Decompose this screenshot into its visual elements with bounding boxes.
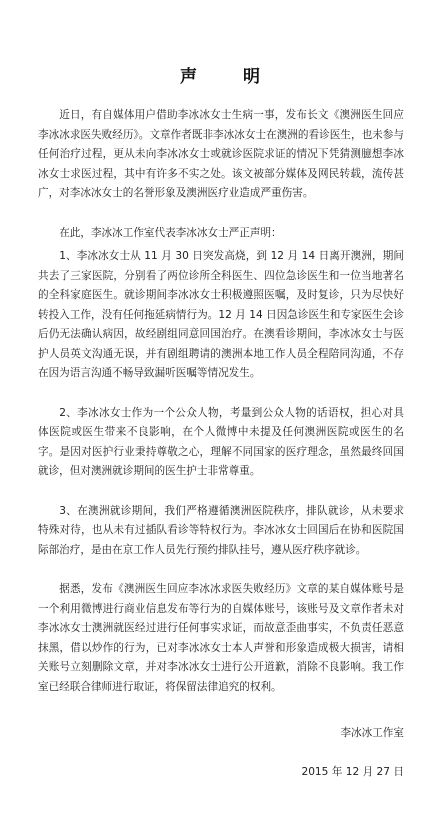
signature-org: 李冰冰工作室 xyxy=(340,727,404,739)
document-title: 声 明 xyxy=(180,67,280,87)
closing-paragraph: 据悉，发布《澳洲医生回应李冰冰求医失败经历》文章的某自媒体账号是一个利用微博进行商业信息发布等行为的自媒体账号，该账号及文章作者未对李冰冰女士澳洲就医经过进行任何事实求证，而故意歪曲事实，不负责任恶意抹黑，借以炒作的行为，已对李冰冰女士本人声誉和形象造成极大损害，请相关账号立刻删除文章，并对李冰冰女士进行公开道歉，消除不良影响。我工作室已经联合律师进行取证，将保留法律追究的权利。 xyxy=(38,583,404,693)
signature-block xyxy=(301,724,404,782)
point-1-paragraph: 1、李冰冰女士从 11 月 30 日突发高烧，到 12 月 14 日离开澳洲，期间共去了三家医院，分别看了两位诊所全科医生、四位急诊医生和一位当地著名的全科家庭医生。就诊期间李冰冰女士积极遵照医嘱，及时复诊，只为尽快好转投入工作，没有任何拖延病情行为。12 月 14 日因急诊医生和专家医生会诊后仍无法确认病因，故经剧组同意回国治疗。在澳看诊期间，李冰冰女士与医护人员英文沟通无误，并有剧组聘请的澳洲本地工作人员全程陪同沟通，不存在因为语言沟通不畅导致漏听医嘱等情况发生。 xyxy=(38,250,404,379)
document-body xyxy=(38,106,404,717)
point-2-paragraph: 2、李冰冰女士作为一个公众人物，考量到公众人物的话语权，担心对具体医院或医生带来不良影响，在个人微博中未提及任何澳洲医院或医生的名字。是因对医护行业秉持尊敬之心，理解不同国家的医疗理念，虽然最终回国就诊，但对澳洲就诊期间的医生护士非常尊重。 xyxy=(38,406,404,477)
intro-paragraph: 近日，有自媒体用户借助李冰冰女士生病一事，发布长文《澳洲医生回应李冰冰求医失败经历》。文章作者既非李冰冰女士在澳洲的看诊医生，也未参与任何治疗过程，更从未向李冰冰女士或就诊医院求证的情况下凭猜测臆想李冰冰女士求医过程，其中有许多不实之处。该文被部分媒体及网民转载，流传甚广，对李冰冰女士的名誉形象及澳洲医疗业造成严重伤害。 xyxy=(38,109,404,199)
declaration-lead-paragraph: 在此，李冰冰工作室代表李冰冰女士严正声明： xyxy=(59,226,282,239)
point-3-paragraph: 3、在澳洲就诊期间，我们严格遵循澳洲医院秩序，排队就诊，从未要求特殊对待，也从未有过插队看诊等特权行为。李冰冰女士回国后在协和医院国际部治疗，是由在京工作人员先行预约排队挂号，遵从医疗秩序就诊。 xyxy=(38,504,404,556)
signature-date: 2015 年 12 月 27 日 xyxy=(301,766,404,778)
